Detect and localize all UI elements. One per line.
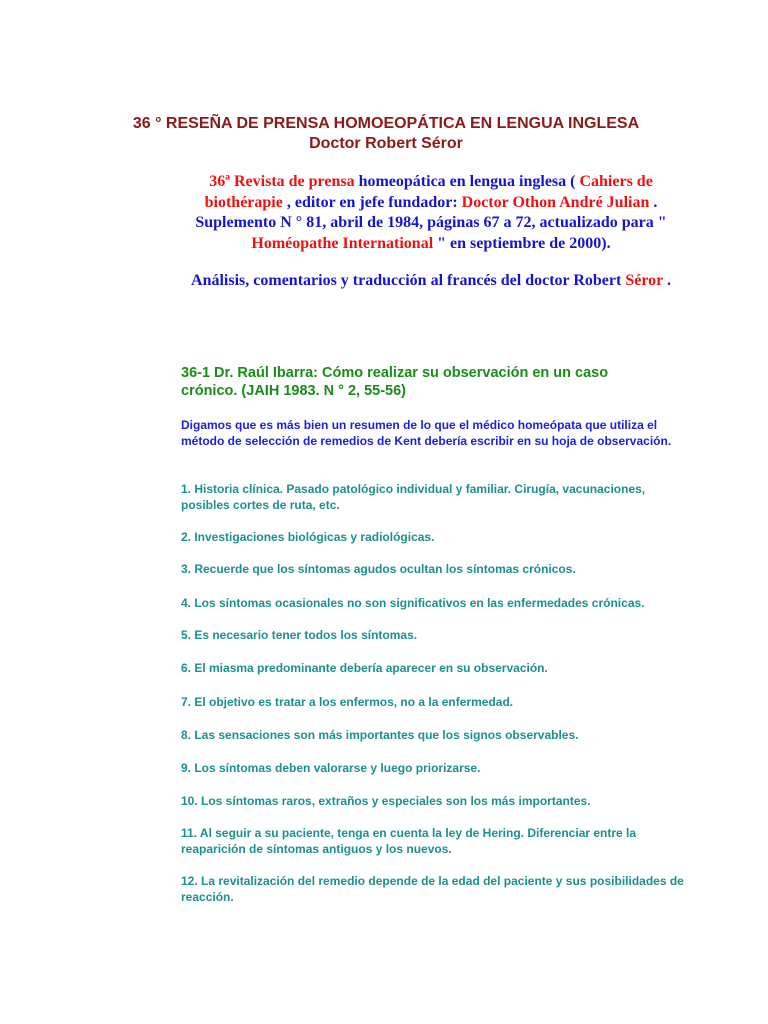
intro-review-label: 36ª Revista de prensa [209, 173, 355, 190]
list-item: 11. Al seguir a su paciente, tenga en cuenta la ley de Hering. Diferenciar entre la reaparición de síntomas antiguos y los nuevos. [181, 826, 637, 856]
list-item: 5. Es necesario tener todos los síntomas. [181, 628, 418, 642]
list-item: 9. Los síntomas deben valorarse y luego priorizarse. [181, 761, 481, 775]
intro-paragraph [176, 172, 686, 254]
list-item: 2. Investigaciones biológicas y radiológicas. [181, 530, 435, 544]
list-item: 12. La revitalización del remedio depende de la edad del paciente y sus posibilidades de reacción. [181, 874, 684, 904]
intro-text-date: " en septiembre de 2000). [433, 234, 611, 252]
list-item: 3. Recuerde que los síntomas agudos ocultan los síntomas crónicos. [181, 562, 576, 576]
analysis-text: Análisis, comentarios y traducción al francés del doctor Robert [191, 272, 626, 289]
list-item: 1. Historia clínica. Pasado patológico individual y familiar. Cirugía, vacunaciones, posibles cortes de ruta, etc. [181, 482, 646, 512]
intro-text-supplement: . Suplemento N ° 81, abril de 1984, páginas 67 a 72, actualizado para " [195, 193, 667, 231]
article-summary: Digamos que es más bien un resumen de lo que el médico homeópata que utiliza el método de selección de remedios de Kent debería escribir en su hoja de observación. [181, 418, 672, 448]
author-title: Doctor Robert Séror [309, 135, 463, 152]
publication-name: Homéopathe International [251, 234, 434, 252]
intro-text-editor: , editor en jefe fundador: [282, 193, 462, 211]
article-title: 36-1 Dr. Raúl Ibarra: Cómo realizar su observación en un caso crónico. (JAIH 1983. N ° 2, 55-56) [181, 365, 609, 399]
analysis-author-surname: Séror [625, 272, 663, 289]
page-title: 36 ° RESEÑA DE PRENSA HOMOEOPÁTICA EN LENGUA INGLESA [132, 115, 640, 132]
analysis-period: . [662, 272, 671, 289]
list-item: 7. El objetivo es tratar a los enfermos, no a la enfermedad. [181, 695, 514, 709]
list-item: 6. El miasma predominante debería aparecer en su observación. [181, 661, 548, 675]
intro-text: homeopática en lengua inglesa ( [354, 173, 580, 190]
list-item: 4. Los síntomas ocasionales no son significativos en las enfermedades crónicas. [181, 596, 645, 610]
analysis-paragraph [176, 271, 686, 292]
list-item: 8. Las sensaciones son más importantes que los signos observables. [181, 728, 579, 742]
journal-name: Cahiers de biothérapie [204, 173, 653, 211]
list-item: 10. Los síntomas raros, extraños y especiales son los más importantes. [181, 794, 591, 808]
editor-name: Doctor Othon André Julian [461, 193, 650, 211]
